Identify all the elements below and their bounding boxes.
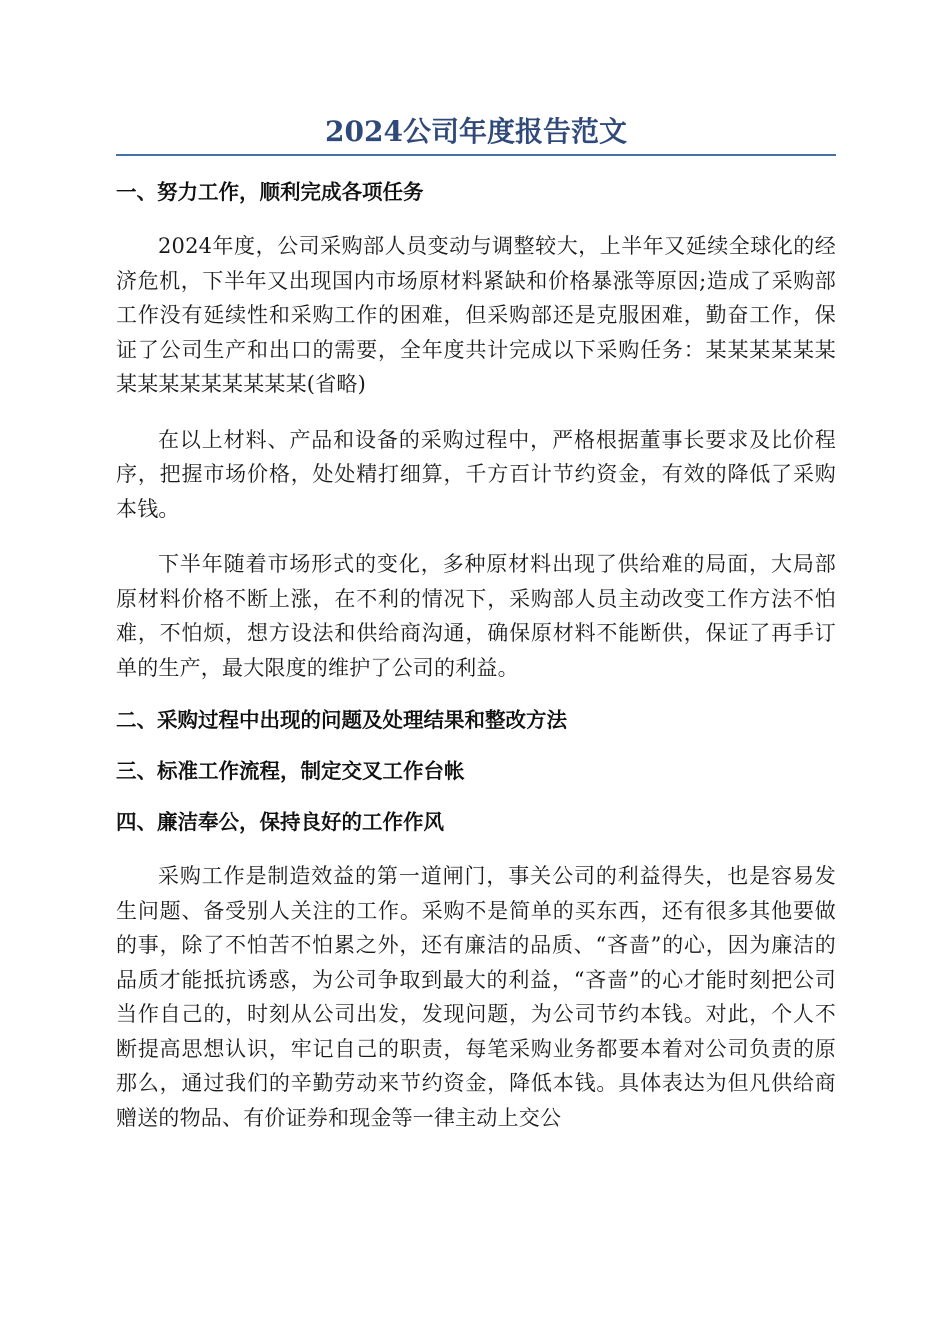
paragraph-4-1: 采购工作是制造效益的第一道闸门，事关公司的利益得失，也是容易发生问题、备受别人关注的工作。采购不是简单的买东西，还有很多其他要做的事，除了不怕苦不怕累之外，还有廉洁的品质、“吝啬”的心，因为廉洁的品质才能抵抗诱惑，为公司争取到最大的利益，“吝啬”的心才能时刻把公司当作自己的，时刻从公司出发，发现问题，为公司节约本钱。对此，个人不断提高思想认识，牢记自己的职责，每笔采购业务都要本着对公司负责的原那么，通过我们的辛勤劳动来节约资金，降低本钱。具体表达为但凡供给商赠送的物品、有价证券和现金等一律主动上交公 xyxy=(116,864,836,1130)
document-title: 2024公司年度报告范文 xyxy=(325,115,627,148)
document-page xyxy=(116,112,836,1135)
title-underline xyxy=(116,154,836,156)
paragraph-1-1: 2024年度，公司采购部人员变动与调整较大，上半年又延续全球化的经济危机，下半年又出现国内市场原材料紧缺和价格暴涨等原因;造成了采购部工作没有延续性和采购工作的困难，但采购部还是克服困难，勤奋工作，保证了公司生产和出口的需要，全年度共计完成以下采购任务：某某某某某某某某某某某某某某某(省略) xyxy=(116,234,836,396)
section-heading-1: 一、努力工作，顺利完成各项任务 xyxy=(116,180,424,204)
paragraph-1-3: 下半年随着市场形式的变化，多种原材料出现了供给难的局面，大局部原材料价格不断上涨，在不利的情况下，采购部人员主动改变工作方法不怕难，不怕烦，想方设法和供给商沟通，确保原材料不能断供，保证了再手订单的生产，最大限度的维护了公司的利益。 xyxy=(116,552,836,680)
paragraph-1-2: 在以上材料、产品和设备的采购过程中，严格根据董事长要求及比价程序，把握市场价格，处处精打细算，千方百计节约资金，有效的降低了采购本钱。 xyxy=(116,427,836,521)
section-heading-3: 三、标准工作流程，制定交叉工作台帐 xyxy=(116,759,465,783)
section-heading-4: 四、廉洁奉公，保持良好的工作作风 xyxy=(116,810,444,834)
section-heading-2: 二、采购过程中出现的问题及处理结果和整改方法 xyxy=(116,708,567,732)
